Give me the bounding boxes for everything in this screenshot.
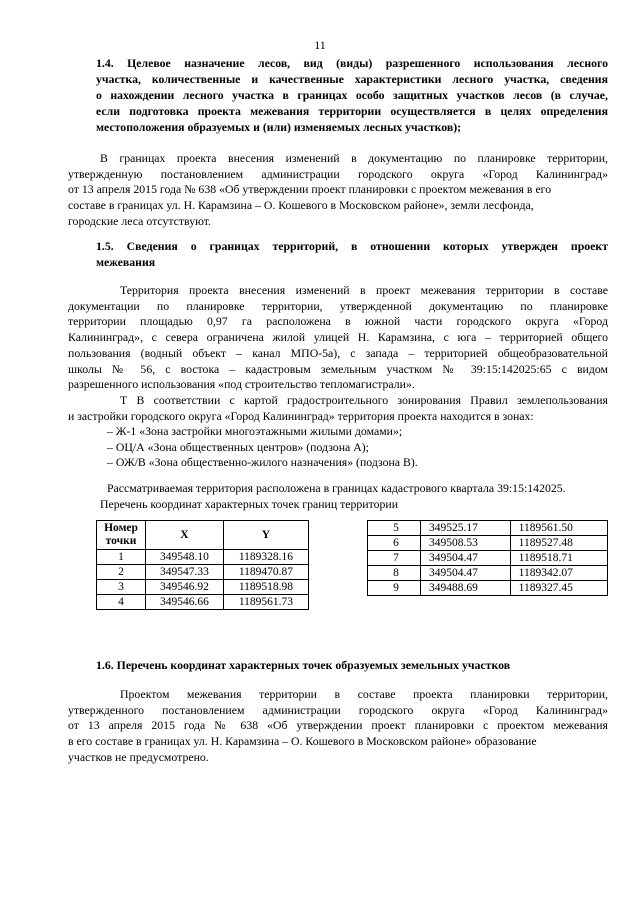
list-item: – ОЖ/В «Зона общественно-жилого назначения» (подзона В). — [107, 455, 418, 470]
cell: 349488.69 — [421, 581, 511, 596]
cell: 4 — [97, 595, 146, 610]
section-1-4-body — [68, 151, 608, 230]
cell: 3 — [97, 580, 146, 595]
col-header-x: X — [146, 521, 224, 550]
body-line: пользования (водный объект – канал МПО-5а), с запада – территорией общеобразовательной — [68, 345, 608, 360]
section-1-5-zoning — [68, 393, 608, 424]
section-1-6-heading: 1.6. Перечень координат характерных точек образуемых земельных участков — [96, 658, 511, 672]
body-line: составе в границах ул. Н. Карамзина – О. Кошевого в Московском районе», земли лесфонда, — [68, 198, 534, 213]
body-line: утвержденную постановлением администрации городского округа «Город Калининград» — [68, 166, 608, 181]
heading-line: о нахождении лесного участка в границах особо защитных участков лесов (в случае, — [96, 88, 608, 102]
cell: 349508.53 — [421, 536, 511, 551]
cell: 1189527.48 — [510, 536, 607, 551]
body-line: участков не предусмотрено. — [68, 749, 209, 764]
col-header-y: Y — [223, 521, 308, 550]
cell: 1189470.87 — [223, 565, 308, 580]
body-line: городские леса отсутствуют. — [68, 213, 212, 228]
cadastral-text: Рассматриваемая территория расположена в границах кадастрового квартала 39:15:142025. — [107, 481, 566, 495]
heading-line: местоположения образуемых и (или) изменяемых лесных участков); — [96, 120, 462, 134]
coords-title: Перечень координат характерных точек границ территории — [100, 497, 399, 511]
heading-line: участка, количественные и качественные характеристики лесного участка, сведения — [96, 72, 608, 86]
table-row — [97, 565, 309, 580]
cell: 1189328.16 — [223, 550, 308, 565]
cell: 1189342.07 — [510, 566, 607, 581]
section-1-4-heading — [96, 55, 608, 135]
cell: 9 — [368, 581, 421, 596]
cell: 349547.33 — [146, 565, 224, 580]
heading-line: 1.5. Сведения о границах территорий, в отношении которых утвержден проект — [96, 239, 608, 253]
table-row — [368, 536, 608, 551]
col-header-number: Номер точки — [97, 521, 146, 550]
body-line: от 13 апреля 2015 года № 638 «Об утверждении проект планировки с проектом межевания в его — [68, 182, 552, 197]
table-row — [368, 581, 608, 596]
list-item: – Ж-1 «Зона застройки многоэтажными жилыми домами»; — [107, 424, 403, 438]
cell: 349504.47 — [421, 551, 511, 566]
zones-list — [107, 424, 418, 471]
section-1-5-paragraph — [68, 283, 608, 393]
cell: 1189561.73 — [223, 595, 308, 610]
section-1-5-heading — [96, 238, 608, 270]
body-line: Калининград», с севера ограничена жилой улицей Н. Карамзина, с юга – территорией общего — [68, 330, 608, 345]
table-row — [97, 550, 309, 565]
body-line: от 13 апреля 2015 года № 638 «Об утверждении проект планировки с проектом межевания — [68, 718, 608, 733]
table-row — [97, 580, 309, 595]
cell: 349546.66 — [146, 595, 224, 610]
body-line: и застройки городского округа «Город Калининград» территория проекта находится в зонах: — [68, 408, 534, 423]
cell: 349546.92 — [146, 580, 224, 595]
cell: 1189561.50 — [510, 521, 607, 536]
body-line: документации по планировке территории, утвержденной документацию по планировке — [68, 298, 608, 313]
cell: 6 — [368, 536, 421, 551]
heading-line: если подготовка проекта межевания территории осуществляется в целях определения — [96, 104, 608, 118]
coords-table-right — [367, 520, 608, 596]
cell: 1189518.98 — [223, 580, 308, 595]
body-line: утвержденного постановлением администрации городского округа «Город Калининград» — [68, 702, 608, 717]
list-item: – ОЦ/А «Зона общественных центров» (подзона А); — [107, 439, 369, 454]
page-number: 11 — [314, 38, 326, 52]
table-row — [368, 551, 608, 566]
cell: 2 — [97, 565, 146, 580]
cell: 1189327.45 — [510, 581, 607, 596]
body-line: Проектом межевания территории в составе проекта планировки территории, — [120, 687, 608, 701]
cell: 7 — [368, 551, 421, 566]
body-line: разрешенного использования «под строительство тепломагистрали». — [68, 377, 415, 392]
coords-table-left — [96, 520, 309, 610]
body-line: в его составе в границах ул. Н. Карамзина – О. Кошевого в Московском районе» образование — [68, 734, 537, 749]
table-row — [368, 521, 608, 536]
cell: 349504.47 — [421, 566, 511, 581]
cell: 1 — [97, 550, 146, 565]
cell: 1189518.71 — [510, 551, 607, 566]
heading-line: межевания — [96, 255, 156, 269]
table-row — [97, 595, 309, 610]
body-line: школы № 56, с востока – кадастровым земельным участком № 39:15:142025:65 с видом — [68, 361, 608, 376]
table-row — [368, 566, 608, 581]
heading-line: 1.4. Целевое назначение лесов, вид (виды) разрешенного использования лесного — [96, 56, 608, 70]
cell: 349525.17 — [421, 521, 511, 536]
body-line: территории площадью 0,97 га расположена в южной части городского округа «Город — [68, 314, 608, 329]
body-line: Т В соответствии с картой градостроительного зонирования Правил землепользования — [120, 393, 608, 407]
cell: 5 — [368, 521, 421, 536]
section-1-6-body — [68, 687, 608, 766]
body-line: Территория проекта внесения изменений в проект межевания территории в составе — [120, 283, 608, 297]
body-line: В границах проекта внесения изменений в документацию по планировке территории, — [100, 151, 608, 165]
cell: 349548.10 — [146, 550, 224, 565]
cell: 8 — [368, 566, 421, 581]
